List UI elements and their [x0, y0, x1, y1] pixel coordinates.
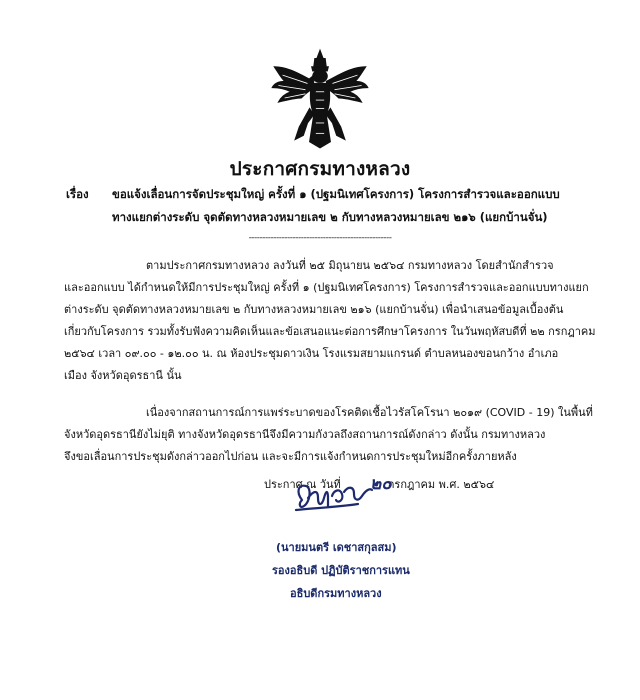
paragraph-1-line: เกี่ยวกับโครงการ รวมทั้งรับฟังความคิดเห็นและข้อเสนอแนะต่อการศึกษาโครงการ ในวันพฤหัสบดีที่ ๒๒ กรกฎาคม — [64, 325, 596, 338]
subject-label: เรื่อง — [66, 187, 89, 201]
signer-position-1: รองอธิบดี ปฏิบัติราชการแทน — [272, 564, 410, 577]
paragraph-1-line: และออกแบบ ได้กำหนดให้มีการประชุมใหญ่ ครั้งที่ ๑ (ปฐมนิเทศโครงการ) โครงการสำรวจและออกแบบทางแยก — [64, 281, 589, 294]
subject-line-2: ทางแยกต่างระดับ จุดตัดทางหลวงหมายเลข ๒ กับทางหลวงหมายเลข ๒๑๖ (แยกบ้านจั่น) — [112, 210, 548, 224]
paragraph-1-line: ๒๕๖๔ เวลา ๐๙.๐๐ - ๑๒.๐๐ น. ณ ห้องประชุมดาวเงิน โรงแรมสยามแกรนด์ ตำบลหนองขอนกว้าง อำเภอ — [64, 347, 559, 360]
paragraph-2-line: จังหวัดอุดรธานียังไม่ยุติ ทางจังหวัดอุดรธานีจึงมีความกังวลถึงสถานการณ์ดังกล่าว ดังนั้น กรมทางหลวง — [64, 428, 546, 441]
signer-position-2: อธิบดีกรมทางหลวง — [290, 587, 382, 600]
signer-name: (นายมนตรี เดชาสกุลสม) — [276, 541, 397, 554]
date-prefix: ประกาศ ณ วันที่ — [264, 478, 341, 491]
subject-line-1: ขอแจ้งเลื่อนการจัดประชุมใหญ่ ครั้งที่ ๑ (ปฐมนิเทศโครงการ) โครงการสำรวจและออกแบบ — [112, 187, 560, 201]
garuda-emblem-icon — [268, 46, 372, 150]
paragraph-1-line: ตามประกาศกรมทางหลวง ลงวันที่ ๒๕ มิถุนายน ๒๕๖๔ กรมทางหลวง โดยสำนักสำรวจ — [146, 259, 554, 272]
paragraph-1-line: เมือง จังหวัดอุดรธานี นั้น — [64, 369, 182, 382]
paragraph-2-line: จึงขอเลื่อนการประชุมดังกล่าวออกไปก่อน และจะมีการแจ้งกำหนดการประชุมใหม่อีกครั้งภายหลัง — [64, 450, 517, 463]
date-suffix: กรกฎาคม พ.ศ. ๒๕๖๔ — [387, 478, 495, 491]
document-title: ประกาศกรมทางหลวง — [229, 158, 411, 180]
divider-line: ---------------------------------------------------- — [248, 233, 392, 243]
handwritten-signature — [288, 476, 378, 518]
paragraph-2-line: เนื่องจากสถานการณ์การแพร่ระบาดของโรคติดเชื้อไวรัสโคโรนา ๒๐๑๙ (COVID - 19) ในพื้นที่ — [146, 406, 593, 419]
paragraph-1-line: ต่างระดับ จุดตัดทางหลวงหมายเลข ๒ กับทางหลวงหมายเลข ๒๑๖ (แยกบ้านจั่น) เพื่อนำเสนอข้อมูลเบื้องต้น — [64, 303, 564, 316]
handwritten-day: ๒๐ — [370, 474, 392, 494]
